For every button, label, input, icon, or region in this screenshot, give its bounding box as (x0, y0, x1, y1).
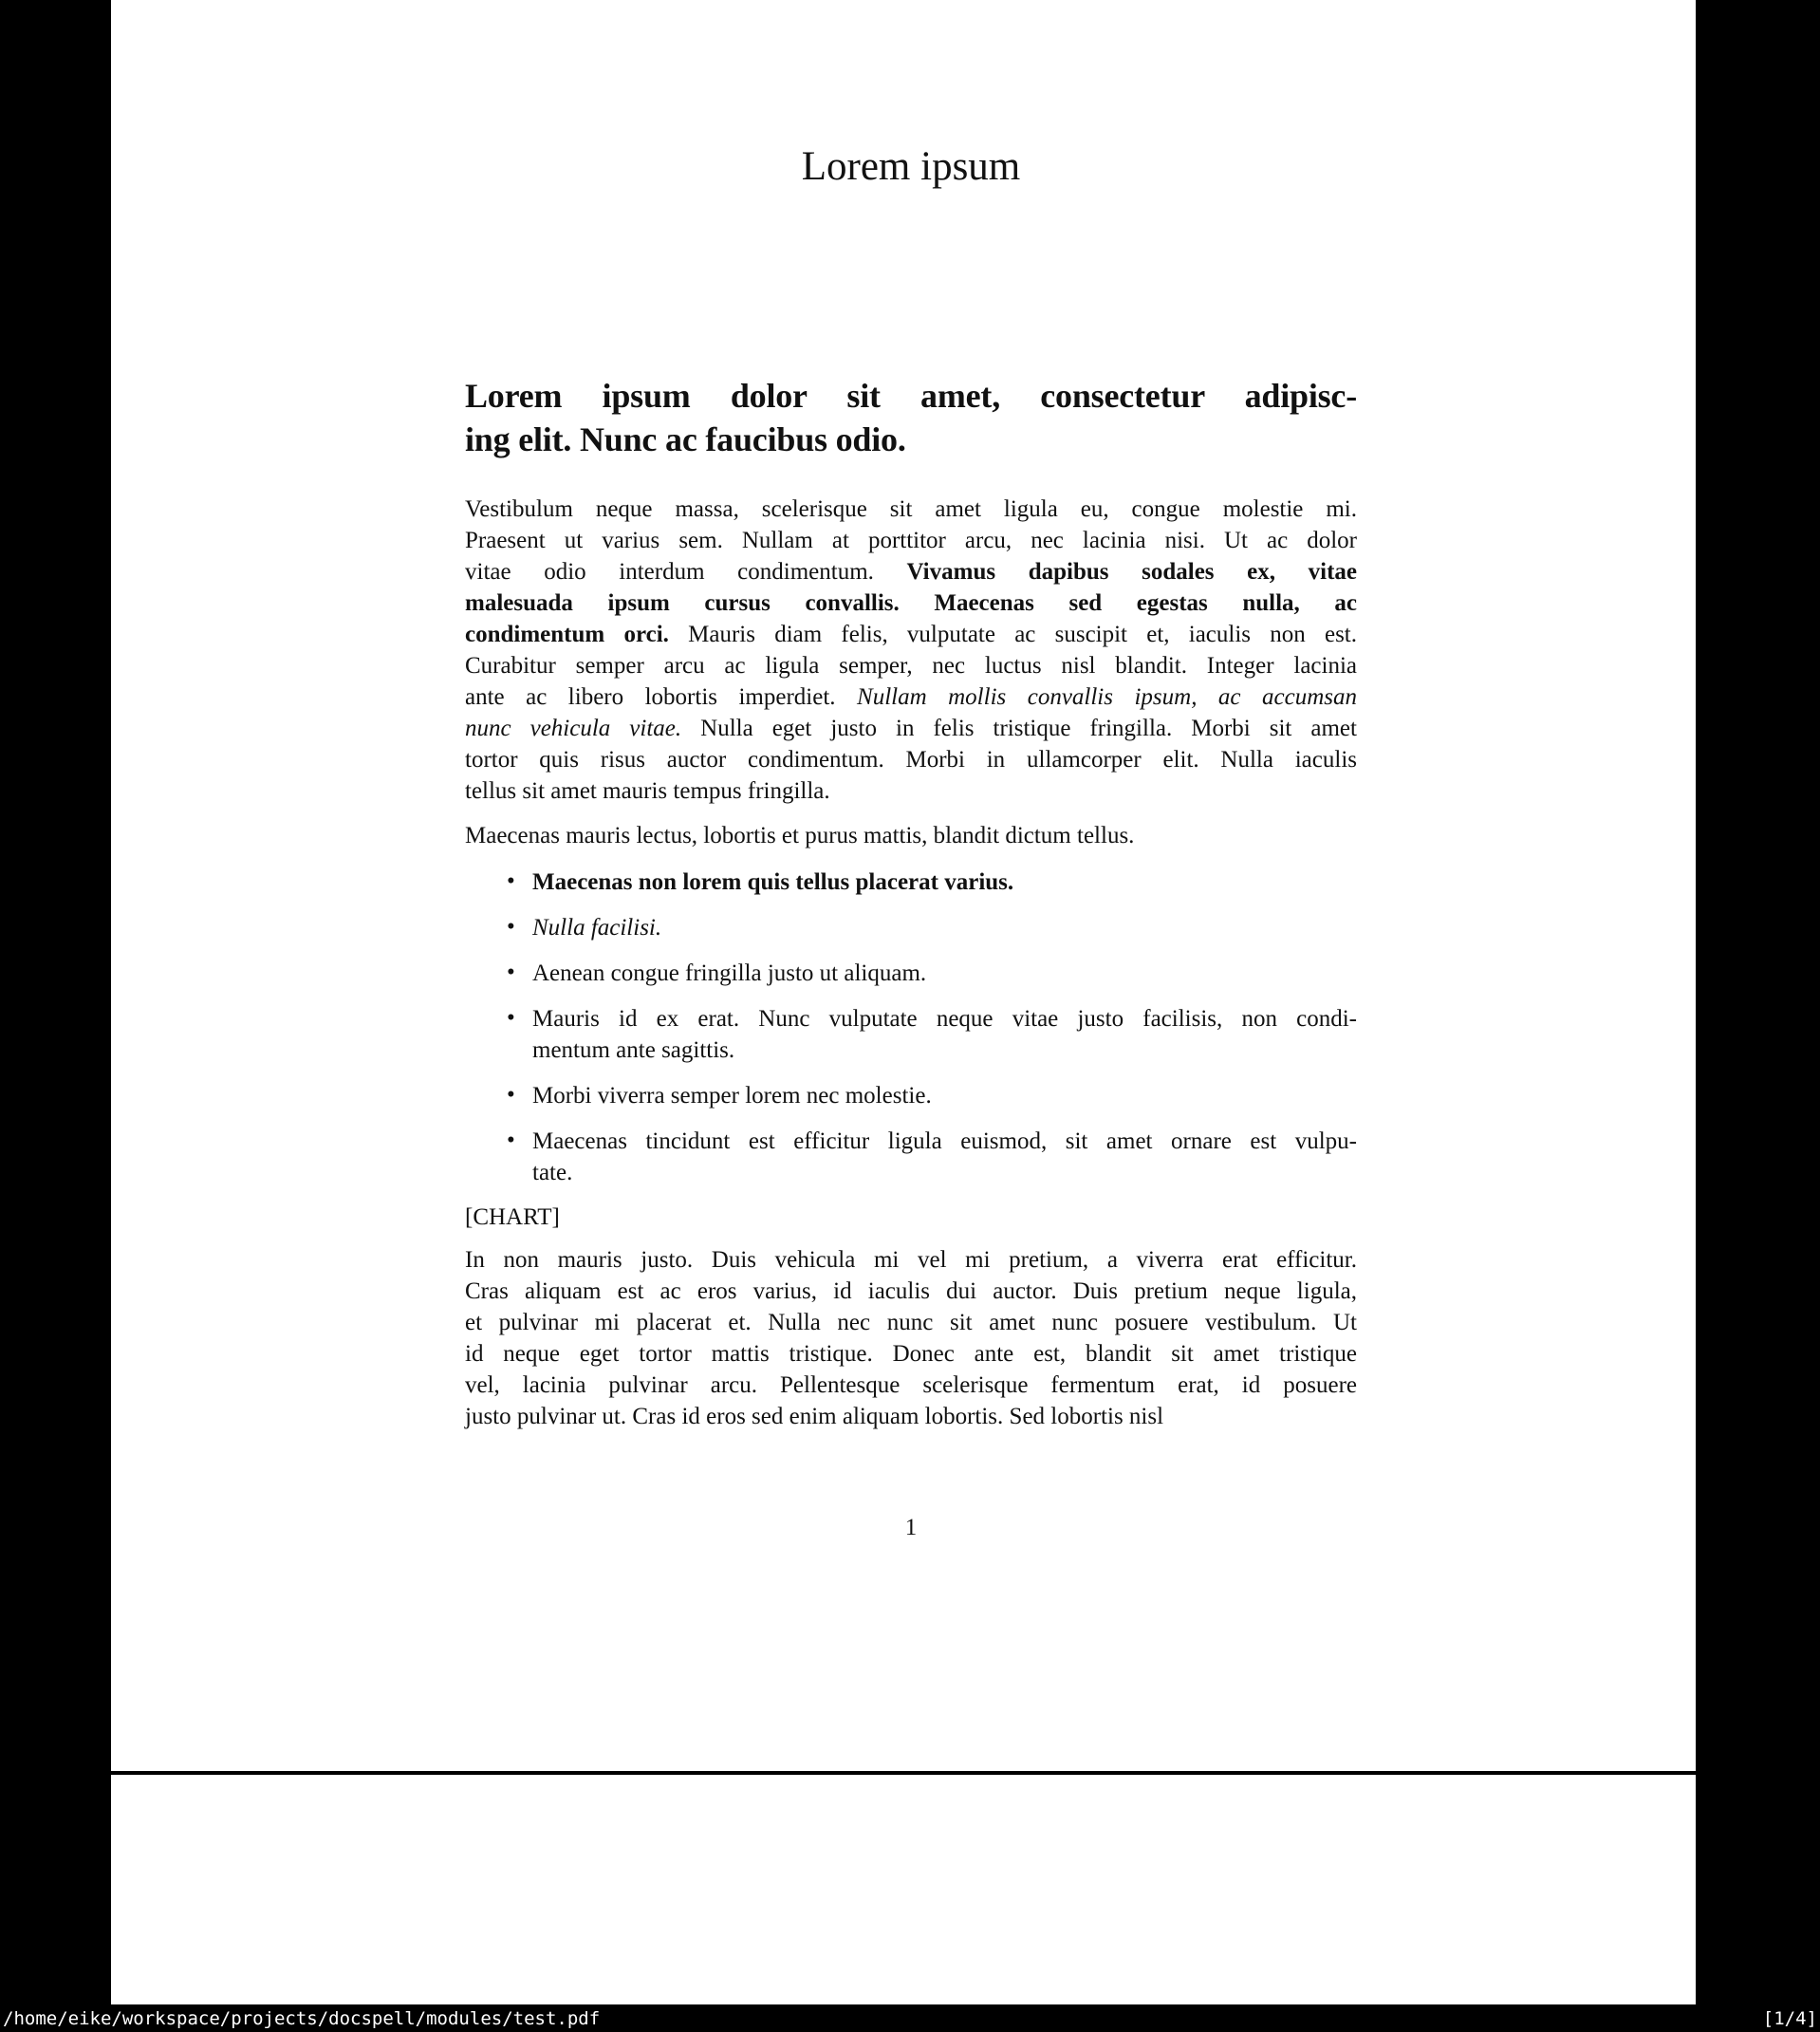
text-line (532, 912, 1357, 943)
paragraph (465, 1244, 1357, 1432)
text-line (465, 494, 1357, 525)
text-run: Morbi viverra semper lorem nec molestie. (532, 1083, 932, 1109)
bold-text: malesuada ipsum cursus convallis. Maecenas sed egestas nulla, ac (465, 590, 1357, 616)
text-run: justo pulvinar ut. Cras id eros sed enim aliquam lobortis. Sed lobortis nisl (465, 1404, 1164, 1429)
text-run: Curabitur semper arcu ac ligula semper, nec luctus nisl blandit. Integer lacinia (465, 653, 1357, 679)
text-run: vel, lacinia pulvinar arcu. Pellentesque scelerisque fermentum erat, id posuere (465, 1372, 1357, 1398)
list-item (465, 958, 1357, 989)
bold-text: Vivamus dapibus sodales ex, vitae (906, 559, 1358, 585)
text-line (465, 587, 1357, 619)
text-line (532, 1126, 1357, 1157)
paragraph (465, 494, 1357, 807)
text-line (532, 958, 1357, 989)
text-run: et pulvinar mi placerat et. Nulla nec nunc sit amet nunc posuere vestibulum. Ut (465, 1310, 1357, 1335)
list-item-text (532, 912, 1357, 943)
text-line (465, 1401, 1357, 1432)
bullet-list (465, 867, 1357, 1188)
text-line (532, 1003, 1357, 1035)
text-run: Nulla eget justo in felis tristique fringilla. Morbi sit amet (681, 716, 1357, 741)
text-run: Mauris diam felis, vulputate ac suscipit et, iaculis non est. (668, 622, 1357, 647)
text-line (465, 1276, 1357, 1307)
italic-text: nunc vehicula vitae. (465, 716, 682, 741)
statusbar-page-indicator: [1/4] (1762, 2007, 1817, 2029)
bullet-icon: • (507, 1128, 515, 1153)
text-line (465, 744, 1357, 775)
text-run: Maecenas mauris lectus, lobortis et purus mattis, blandit dictum tellus. (465, 823, 1135, 848)
section-heading-line: Lorem ipsum dolor sit amet, consectetur adipisc- (465, 377, 1357, 415)
italic-text: Nulla facilisi. (532, 915, 662, 941)
text-run: [CHART] (465, 1204, 560, 1230)
text-run: Praesent ut varius sem. Nullam at porttitor arcu, nec lacinia nisi. Ut ac dolor (465, 528, 1357, 553)
text-run: Cras aliquam est ac eros varius, id iaculis dui auctor. Duis pretium neque ligula, (465, 1278, 1357, 1304)
text-run: id neque eget tortor mattis tristique. Donec ante est, blandit sit amet tristique (465, 1341, 1357, 1367)
italic-text: Nullam mollis convallis ipsum, ac accumsan (857, 684, 1357, 710)
section-heading (465, 374, 1357, 461)
document-title: Lorem ipsum (801, 144, 1021, 189)
text-run: mentum ante sagittis. (532, 1037, 735, 1063)
bullet-icon: • (507, 1005, 515, 1031)
list-item (465, 912, 1357, 943)
list-item (465, 867, 1357, 898)
text-line (465, 1307, 1357, 1338)
text-line (532, 1080, 1357, 1111)
text-run: tellus sit amet mauris tempus fringilla. (465, 778, 830, 804)
text-line (465, 1370, 1357, 1401)
text-line (465, 650, 1357, 681)
list-item-text (532, 867, 1357, 898)
pdf-page-2[interactable] (111, 1775, 1696, 2004)
text-line (465, 1244, 1357, 1276)
list-item (465, 1126, 1357, 1188)
list-item-text (532, 958, 1357, 989)
text-line (465, 556, 1357, 587)
list-item-text (532, 1126, 1357, 1188)
text-line (532, 1157, 1357, 1188)
text-line (465, 681, 1357, 713)
text-run: vitae odio interdum condimentum. (465, 559, 907, 585)
statusbar (0, 2004, 1820, 2032)
document-content (465, 0, 1357, 1432)
text-line (465, 619, 1357, 650)
text-line (465, 775, 1357, 807)
text-run: Mauris id ex erat. Nunc vulputate neque vitae justo facilisis, non condi- (532, 1006, 1357, 1032)
text-line (465, 1202, 1357, 1233)
section-heading-line: ing elit. Nunc ac faucibus odio. (465, 420, 906, 458)
text-line (465, 1338, 1357, 1370)
text-line (465, 525, 1357, 556)
page-number: 1 (904, 1515, 918, 1540)
text-run: tate. (532, 1160, 573, 1185)
bold-text: condimentum orci. (465, 622, 669, 647)
text-line (532, 867, 1357, 898)
bullet-icon: • (507, 868, 515, 894)
paragraph (465, 1202, 1357, 1233)
pdf-page-1[interactable] (111, 0, 1696, 1771)
bullet-icon: • (507, 914, 515, 940)
bullet-icon: • (507, 1082, 515, 1108)
text-run: Aenean congue fringilla justo ut aliquam. (532, 960, 927, 986)
text-run: Vestibulum neque massa, scelerisque sit amet ligula eu, congue molestie mi. (465, 496, 1357, 522)
list-item-text (532, 1080, 1357, 1111)
list-item (465, 1003, 1357, 1066)
document-body (465, 494, 1357, 1432)
bold-text: Maecenas non lorem quis tellus placerat varius. (532, 869, 1014, 895)
text-run: Maecenas tincidunt est efficitur ligula euismod, sit amet ornare est vulpu- (532, 1128, 1357, 1154)
text-line (532, 1035, 1357, 1066)
list-item (465, 1080, 1357, 1111)
list-item-text (532, 1003, 1357, 1066)
text-run: tortor quis risus auctor condimentum. Morbi in ullamcorper elit. Nulla iaculis (465, 747, 1357, 773)
statusbar-file-path: /home/eike/workspace/projects/docspell/modules/test.pdf (3, 2007, 601, 2029)
text-run: ante ac libero lobortis imperdiet. (465, 684, 858, 710)
paragraph (465, 820, 1357, 851)
text-run: In non mauris justo. Duis vehicula mi vel mi pretium, a viverra erat efficitur. (465, 1247, 1357, 1273)
text-line (465, 820, 1357, 851)
bullet-icon: • (507, 960, 515, 985)
text-line (465, 713, 1357, 744)
